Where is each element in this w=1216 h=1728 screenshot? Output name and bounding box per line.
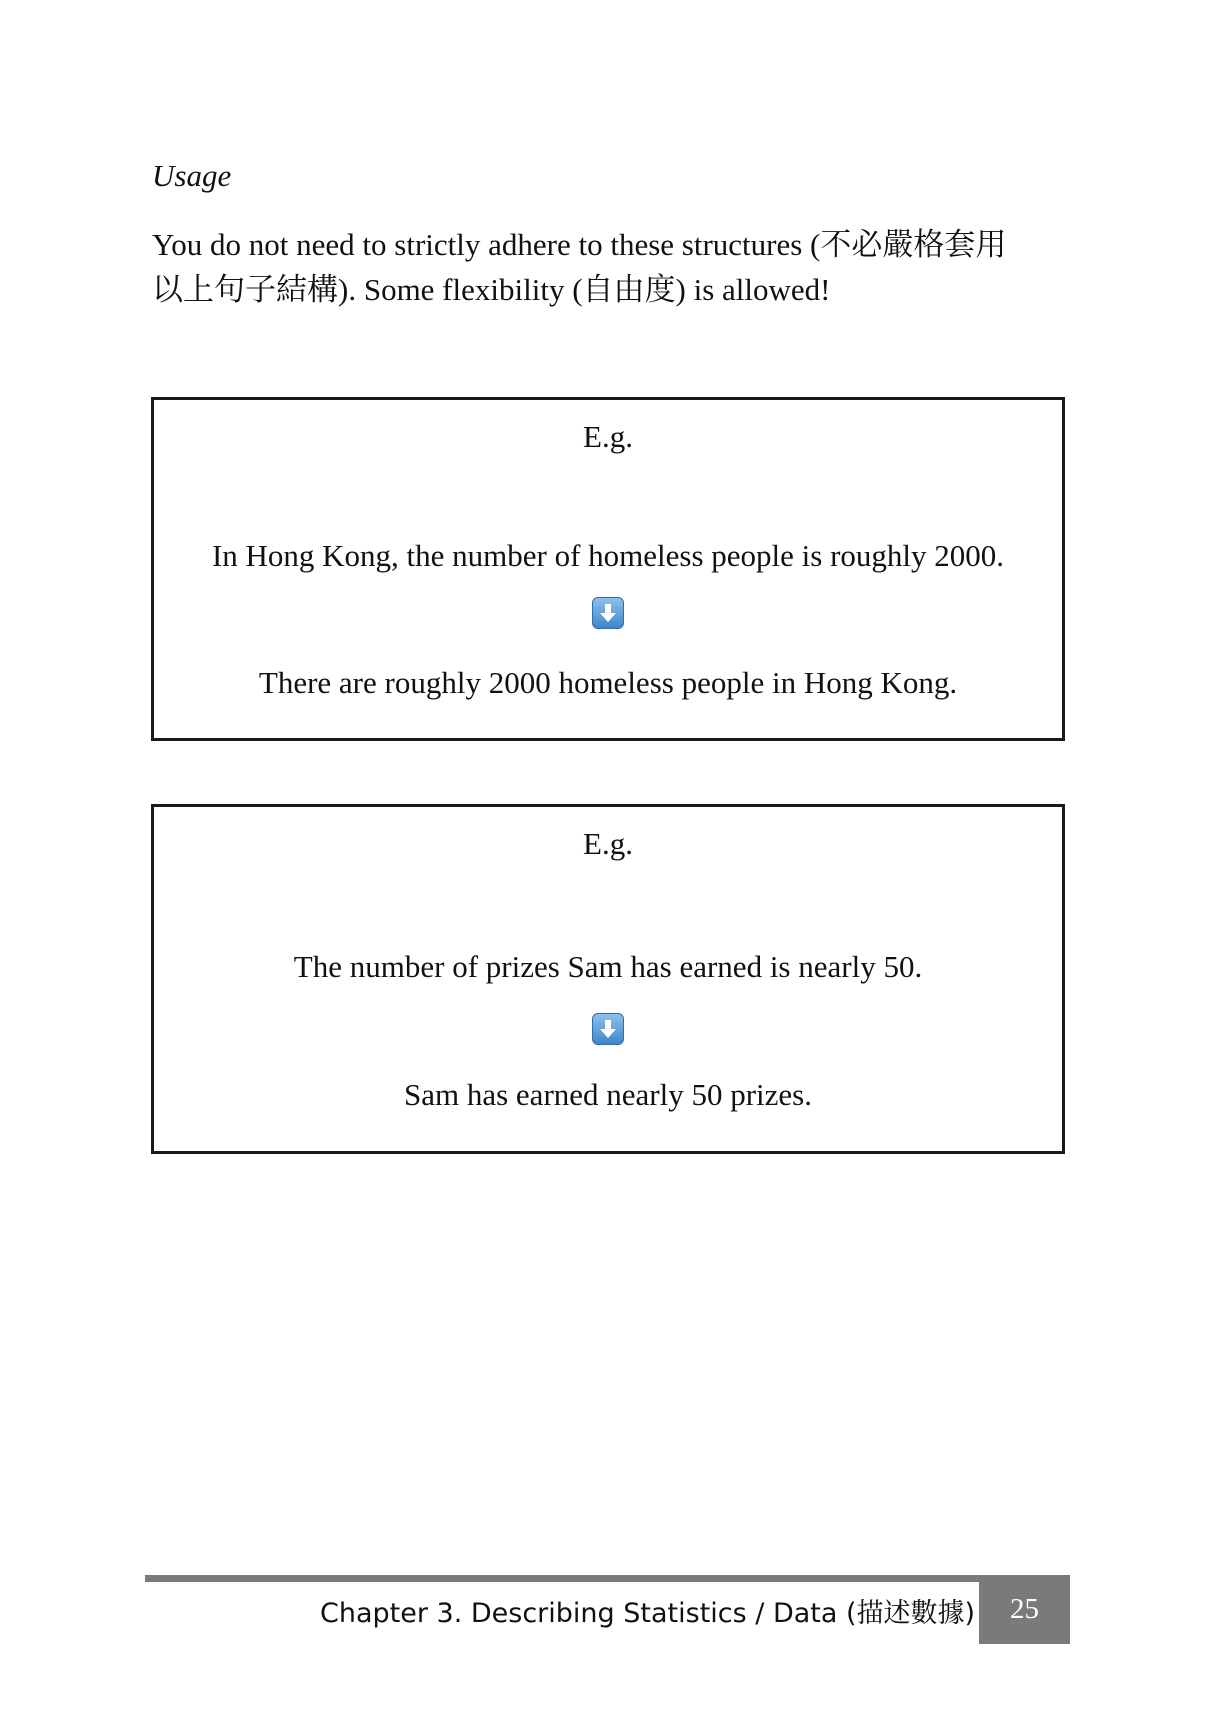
down-arrow-icon [592, 597, 624, 629]
example-box-1 [151, 397, 1065, 741]
usage-paragraph [152, 222, 1072, 312]
example-box-2 [151, 804, 1065, 1154]
down-arrow [154, 1013, 1062, 1047]
rewritten-sentence: There are roughly 2000 homeless people in Hong Kong. [258, 665, 958, 700]
original-sentence: The number of prizes Sam has earned is nearly 50. [293, 949, 923, 984]
usage-heading: Usage [152, 158, 232, 193]
usage-paragraph-line-2: 以上句子結構). Some flexibility (自由度) is allowed! [152, 272, 831, 307]
usage-paragraph-line-1: You do not need to strictly adhere to these structures (不必嚴格套用 [152, 227, 1007, 262]
down-arrow [154, 597, 1062, 631]
footer-rule [145, 1575, 980, 1582]
rewritten-sentence: Sam has earned nearly 50 prizes. [403, 1077, 812, 1112]
example-label: E.g. [583, 826, 633, 861]
down-arrow-icon [592, 1013, 624, 1045]
original-sentence: In Hong Kong, the number of homeless people is roughly 2000. [211, 538, 1005, 573]
footer-chapter-title: Chapter 3. Describing Statistics / Data (描述數據) [320, 1598, 976, 1629]
example-label: E.g. [583, 419, 633, 454]
page-number: 25 [979, 1575, 1070, 1644]
